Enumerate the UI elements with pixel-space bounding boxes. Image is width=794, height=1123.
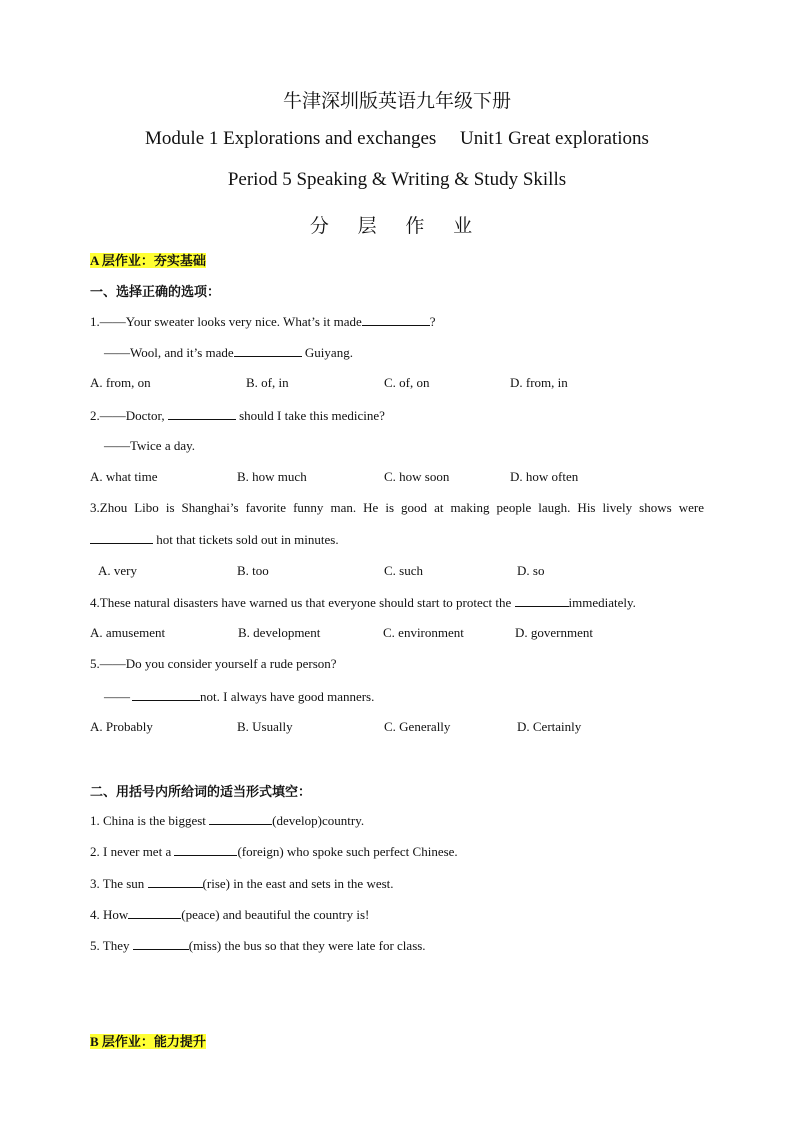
section-a-label (90, 250, 206, 269)
q2-blank[interactable] (168, 407, 236, 420)
q5-option-a[interactable]: A. Probably (90, 719, 153, 734)
q2-stem-text: 2.——Doctor, (90, 408, 168, 423)
q1-stem-end: ? (429, 314, 436, 329)
q1-option-c[interactable]: C. of, on (384, 375, 430, 390)
q4-stem (90, 594, 636, 611)
title-cn: 牛津深圳版英语九年级下册 (282, 91, 511, 112)
q1-reply-end: Guiyang. (301, 345, 353, 360)
q3-option-c[interactable]: C. such (384, 563, 423, 578)
q3-stem-continued (90, 531, 339, 548)
fill-1-blank[interactable] (209, 812, 272, 825)
fill-item-4 (90, 906, 369, 923)
fill-1-text: 1. China is the biggest (90, 813, 210, 828)
fill-item-2 (90, 843, 458, 860)
q5-option-c[interactable]: C. Generally (384, 719, 451, 734)
fill-3-blank[interactable] (148, 875, 203, 888)
q1-blank[interactable] (362, 313, 430, 326)
q2-option-b[interactable]: B. how much (237, 469, 307, 484)
fill-4-blank[interactable] (128, 906, 181, 919)
fill-item-1 (90, 812, 364, 829)
q4-stem-end: immediately. (568, 595, 636, 610)
q2-option-c[interactable]: C. how soon (384, 469, 450, 484)
q5-blank[interactable] (132, 688, 200, 701)
section-b-highlight: B 层作业：能力提升 (90, 1034, 206, 1049)
fill-item-5 (90, 937, 426, 954)
q1-reply-text: ——Wool, and it’s made (104, 345, 234, 360)
q1-option-d[interactable]: D. from, in (510, 375, 568, 390)
q1-stem (90, 313, 436, 330)
q5-option-b[interactable]: B. Usually (237, 719, 293, 734)
q5-stem: 5.——Do you consider yourself a rude person? (90, 656, 337, 671)
part2-heading: 二、用括号内所给词的适当形式填空： (90, 784, 312, 799)
module-title: Module 1 Explorations and exchanges Unit1 Great explorations (145, 128, 649, 149)
fill-2-end: (foreign) who spoke such perfect Chinese. (237, 844, 458, 859)
q1-stem-text: 1.——Your sweater looks very nice. What’s it made (90, 314, 362, 329)
q4-option-b[interactable]: B. development (238, 625, 321, 640)
period-title: Period 5 Speaking & Writing & Study Skills (227, 169, 567, 190)
q3-stem-end: hot that tickets sold out in minutes. (153, 532, 339, 547)
q5-reply (104, 688, 374, 705)
q3-blank[interactable] (90, 531, 153, 544)
q2-reply: ——Twice a day. (104, 438, 196, 453)
section-a-highlight: A 层作业：夯实基础 (90, 253, 206, 268)
q2-stem (90, 407, 385, 424)
fill-5-text: 5. They (90, 938, 133, 953)
q3-option-b[interactable]: B. too (237, 563, 269, 578)
fill-3-end: (rise) in the east and sets in the west. (202, 876, 394, 891)
q4-option-c[interactable]: C. environment (383, 625, 464, 640)
q2-option-a[interactable]: A. what time (90, 469, 158, 484)
section-b-label (90, 1031, 206, 1050)
fill-5-blank[interactable] (133, 937, 189, 950)
part1-heading: 一、选择正确的选项： (90, 284, 221, 299)
q3-option-a[interactable]: A. very (98, 563, 137, 578)
homework-label: 分 层 作 业 (309, 216, 485, 237)
fill-4-text: 4. How (90, 907, 129, 922)
q4-stem-text: 4.These natural disasters have warned us that everyone should start to protect the (90, 595, 515, 610)
fill-3-text: 3. The sun (90, 876, 148, 891)
fill-item-3 (90, 875, 394, 892)
q1-reply-blank[interactable] (234, 344, 302, 357)
q3-stem: 3.Zhou Libo is Shanghai’s favorite funny man. He is good at making people laugh. His lively shows were (90, 500, 704, 515)
q3-option-d[interactable]: D. so (517, 563, 545, 578)
q1-option-a[interactable]: A. from, on (90, 375, 151, 390)
q2-option-d[interactable]: D. how often (510, 469, 579, 484)
q5-option-d[interactable]: D. Certainly (517, 719, 582, 734)
q5-reply-end: not. I always have good manners. (200, 689, 375, 704)
q5-reply-dash: —— (104, 689, 130, 704)
fill-4-end: (peace) and beautiful the country is! (181, 907, 370, 922)
q4-option-a[interactable]: A. amusement (90, 625, 166, 640)
fill-5-end: (miss) the bus so that they were late for class. (188, 938, 426, 953)
fill-2-text: 2. I never met a (90, 844, 175, 859)
q4-option-d[interactable]: D. government (515, 625, 593, 640)
q4-blank[interactable] (515, 594, 569, 607)
q1-reply (104, 344, 353, 361)
q2-stem-end: should I take this medicine? (235, 408, 385, 423)
fill-2-blank[interactable] (174, 843, 237, 856)
q1-option-b[interactable]: B. of, in (246, 375, 289, 390)
fill-1-end: (develop)country. (272, 813, 365, 828)
